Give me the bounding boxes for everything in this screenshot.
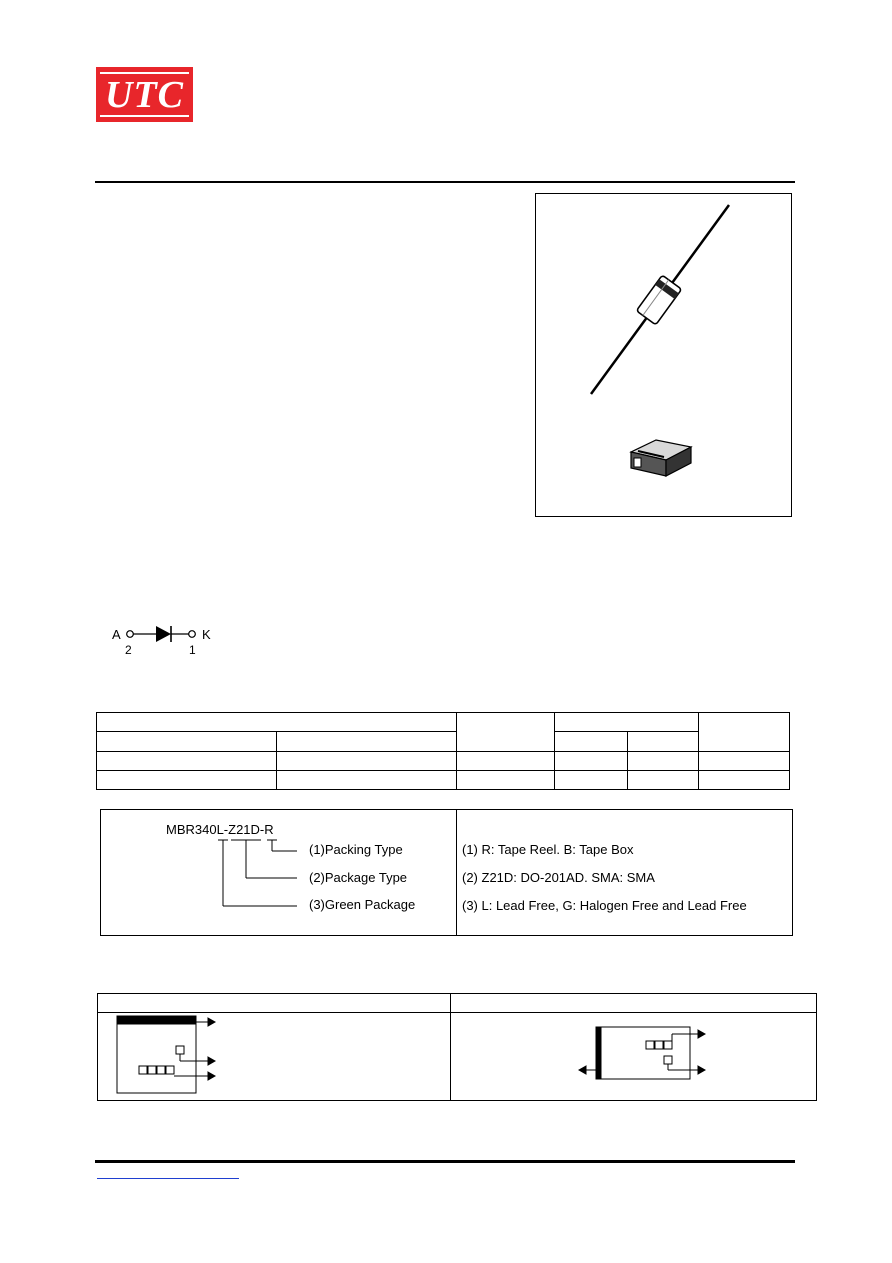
footer-rule xyxy=(95,1160,795,1163)
sma-marking-diagram xyxy=(579,1027,705,1079)
cathode-pin-number: 1 xyxy=(189,643,196,657)
table-header-cell xyxy=(97,713,457,732)
anode-pin-number: 2 xyxy=(125,643,132,657)
do201ad-marking-diagram xyxy=(117,1016,215,1093)
table-header-cell xyxy=(456,713,554,752)
part-number: MBR340L-Z21D-R xyxy=(166,822,274,837)
axial-diode-drawing xyxy=(591,205,729,394)
table-header-cell xyxy=(699,713,790,752)
logo-text: UTC xyxy=(105,73,184,116)
table-header-cell xyxy=(97,732,277,751)
legend-green-package: (3)Green Package xyxy=(309,897,416,912)
website-link[interactable] xyxy=(97,1166,239,1179)
utc-logo xyxy=(96,67,193,122)
table-header-cell xyxy=(276,732,456,751)
diode-symbol xyxy=(110,624,220,658)
diode-symbol-graphic xyxy=(110,624,220,644)
note-green-package: (3) L: Lead Free, G: Halogen Free and Lead Free xyxy=(462,898,747,913)
note-package-type: (2) Z21D: DO-201AD. SMA: SMA xyxy=(462,870,655,885)
ordering-code-box xyxy=(100,809,793,936)
table-header-cell xyxy=(555,713,699,732)
legend-packing-type: (1)Packing Type xyxy=(309,842,403,857)
package-drawings xyxy=(536,194,791,516)
package-illustration xyxy=(535,193,792,517)
cathode-label: K xyxy=(202,627,211,642)
anode-label: A xyxy=(112,627,121,642)
table-row xyxy=(97,770,790,789)
sma-package-drawing xyxy=(631,440,691,476)
legend-package-type: (2)Package Type xyxy=(309,870,408,885)
table-header-cell xyxy=(627,732,699,751)
marking-box xyxy=(97,993,817,1101)
note-packing-type: (1) R: Tape Reel. B: Tape Box xyxy=(462,842,634,857)
table-row xyxy=(97,751,790,770)
ordering-code-divider xyxy=(456,810,457,935)
marking-diagrams xyxy=(98,994,816,1100)
ordering-info-table xyxy=(96,712,790,790)
table-header-cell xyxy=(555,732,628,751)
header-rule xyxy=(95,181,795,183)
